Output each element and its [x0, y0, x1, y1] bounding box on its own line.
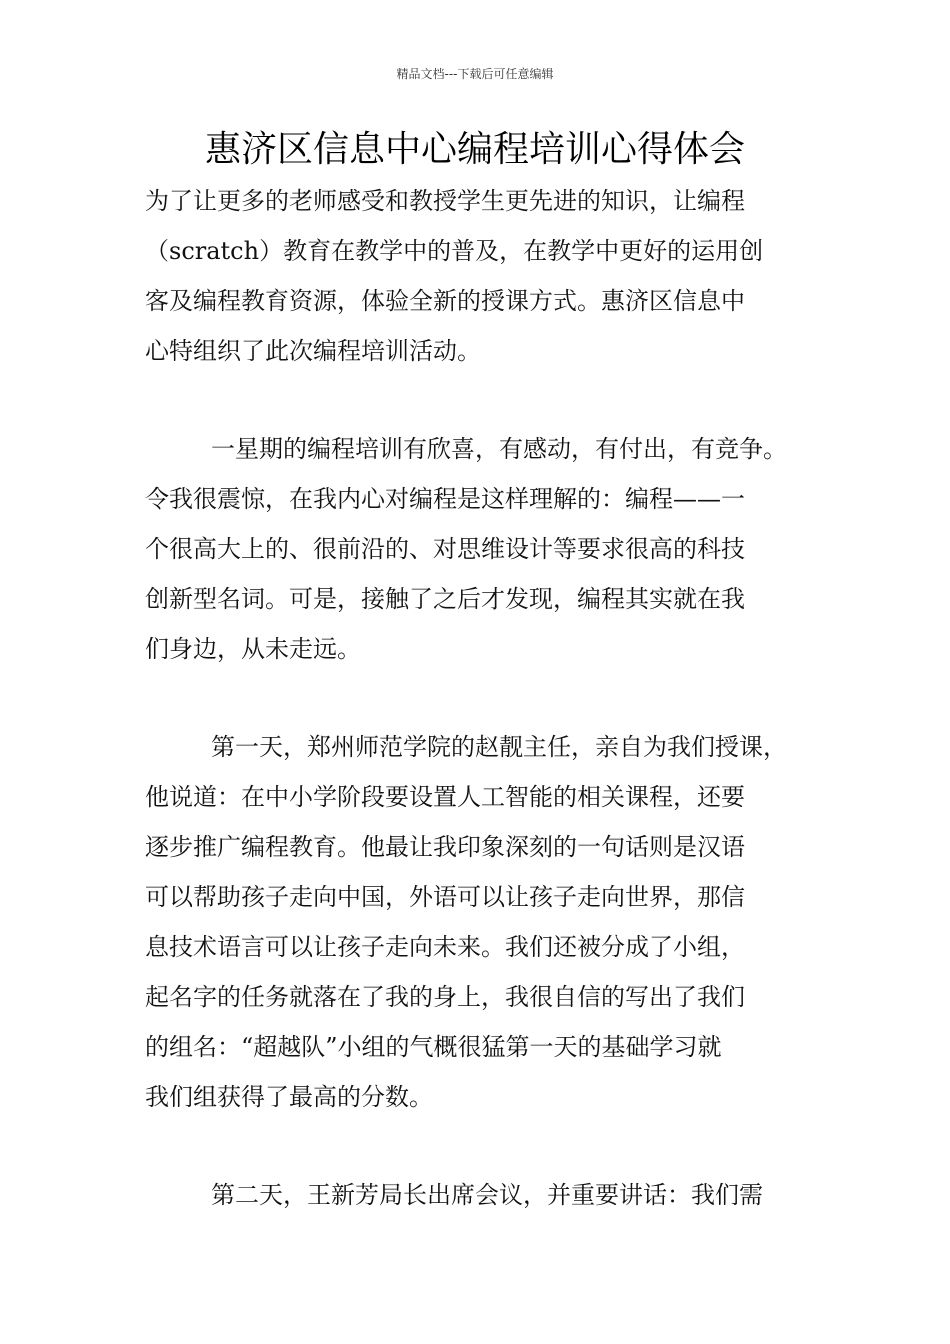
paragraph-line: 为了让更多的老师感受和教授学生更先进的知识，让编程 [145, 187, 745, 215]
paragraph-line: 创新型名词。可是，接触了之后才发现，编程其实就在我 [145, 585, 745, 613]
paragraph-line: 他说道：在中小学阶段要设置人工智能的相关课程，还要 [145, 783, 745, 811]
paragraph-line: 心特组织了此次编程培训活动。 [145, 337, 481, 365]
paragraph-week-summary [145, 424, 825, 674]
document-title: 惠济区信息中心编程培训心得体会 [204, 129, 745, 170]
paragraph-line: 逐步推广编程教育。他最让我印象深刻的一句话则是汉语 [145, 833, 745, 861]
paragraph-line: 的组名：“超越队”小组的气概很猛第一天的基础学习就 [145, 1033, 722, 1061]
paragraph-line: 一星期的编程培训有欣喜，有感动，有付出，有竞争。 [211, 435, 787, 463]
paragraph-line: （scratch）教育在教学中的普及，在教学中更好的运用创 [145, 237, 764, 265]
paragraph-line: 客及编程教育资源，体验全新的授课方式。惠济区信息中 [145, 287, 745, 315]
header-note: 精品文档---下载后可任意编辑 [396, 67, 554, 81]
paragraph-intro [145, 176, 825, 376]
paragraph-line: 第二天，王新芳局长出席会议，并重要讲话：我们需 [211, 1181, 763, 1209]
paragraph-line: 息技术语言可以让孩子走向未来。我们还被分成了小组， [145, 933, 745, 961]
paragraph-line: 我们组获得了最高的分数。 [145, 1083, 433, 1111]
paragraph-line: 令我很震惊，在我内心对编程是这样理解的：编程——一 [145, 485, 745, 513]
paragraph-line: 第一天，郑州师范学院的赵靓主任，亲自为我们授课， [211, 733, 787, 761]
paragraph-line: 们身边，从未走远。 [145, 635, 361, 663]
paragraph-day-one [145, 722, 825, 1122]
paragraph-line: 起名字的任务就落在了我的身上，我很自信的写出了我们 [145, 983, 745, 1011]
paragraph-line: 个很高大上的、很前沿的、对思维设计等要求很高的科技 [145, 535, 745, 563]
paragraph-day-two [145, 1170, 825, 1220]
paragraph-line: 可以帮助孩子走向中国，外语可以让孩子走向世界，那信 [145, 883, 745, 911]
